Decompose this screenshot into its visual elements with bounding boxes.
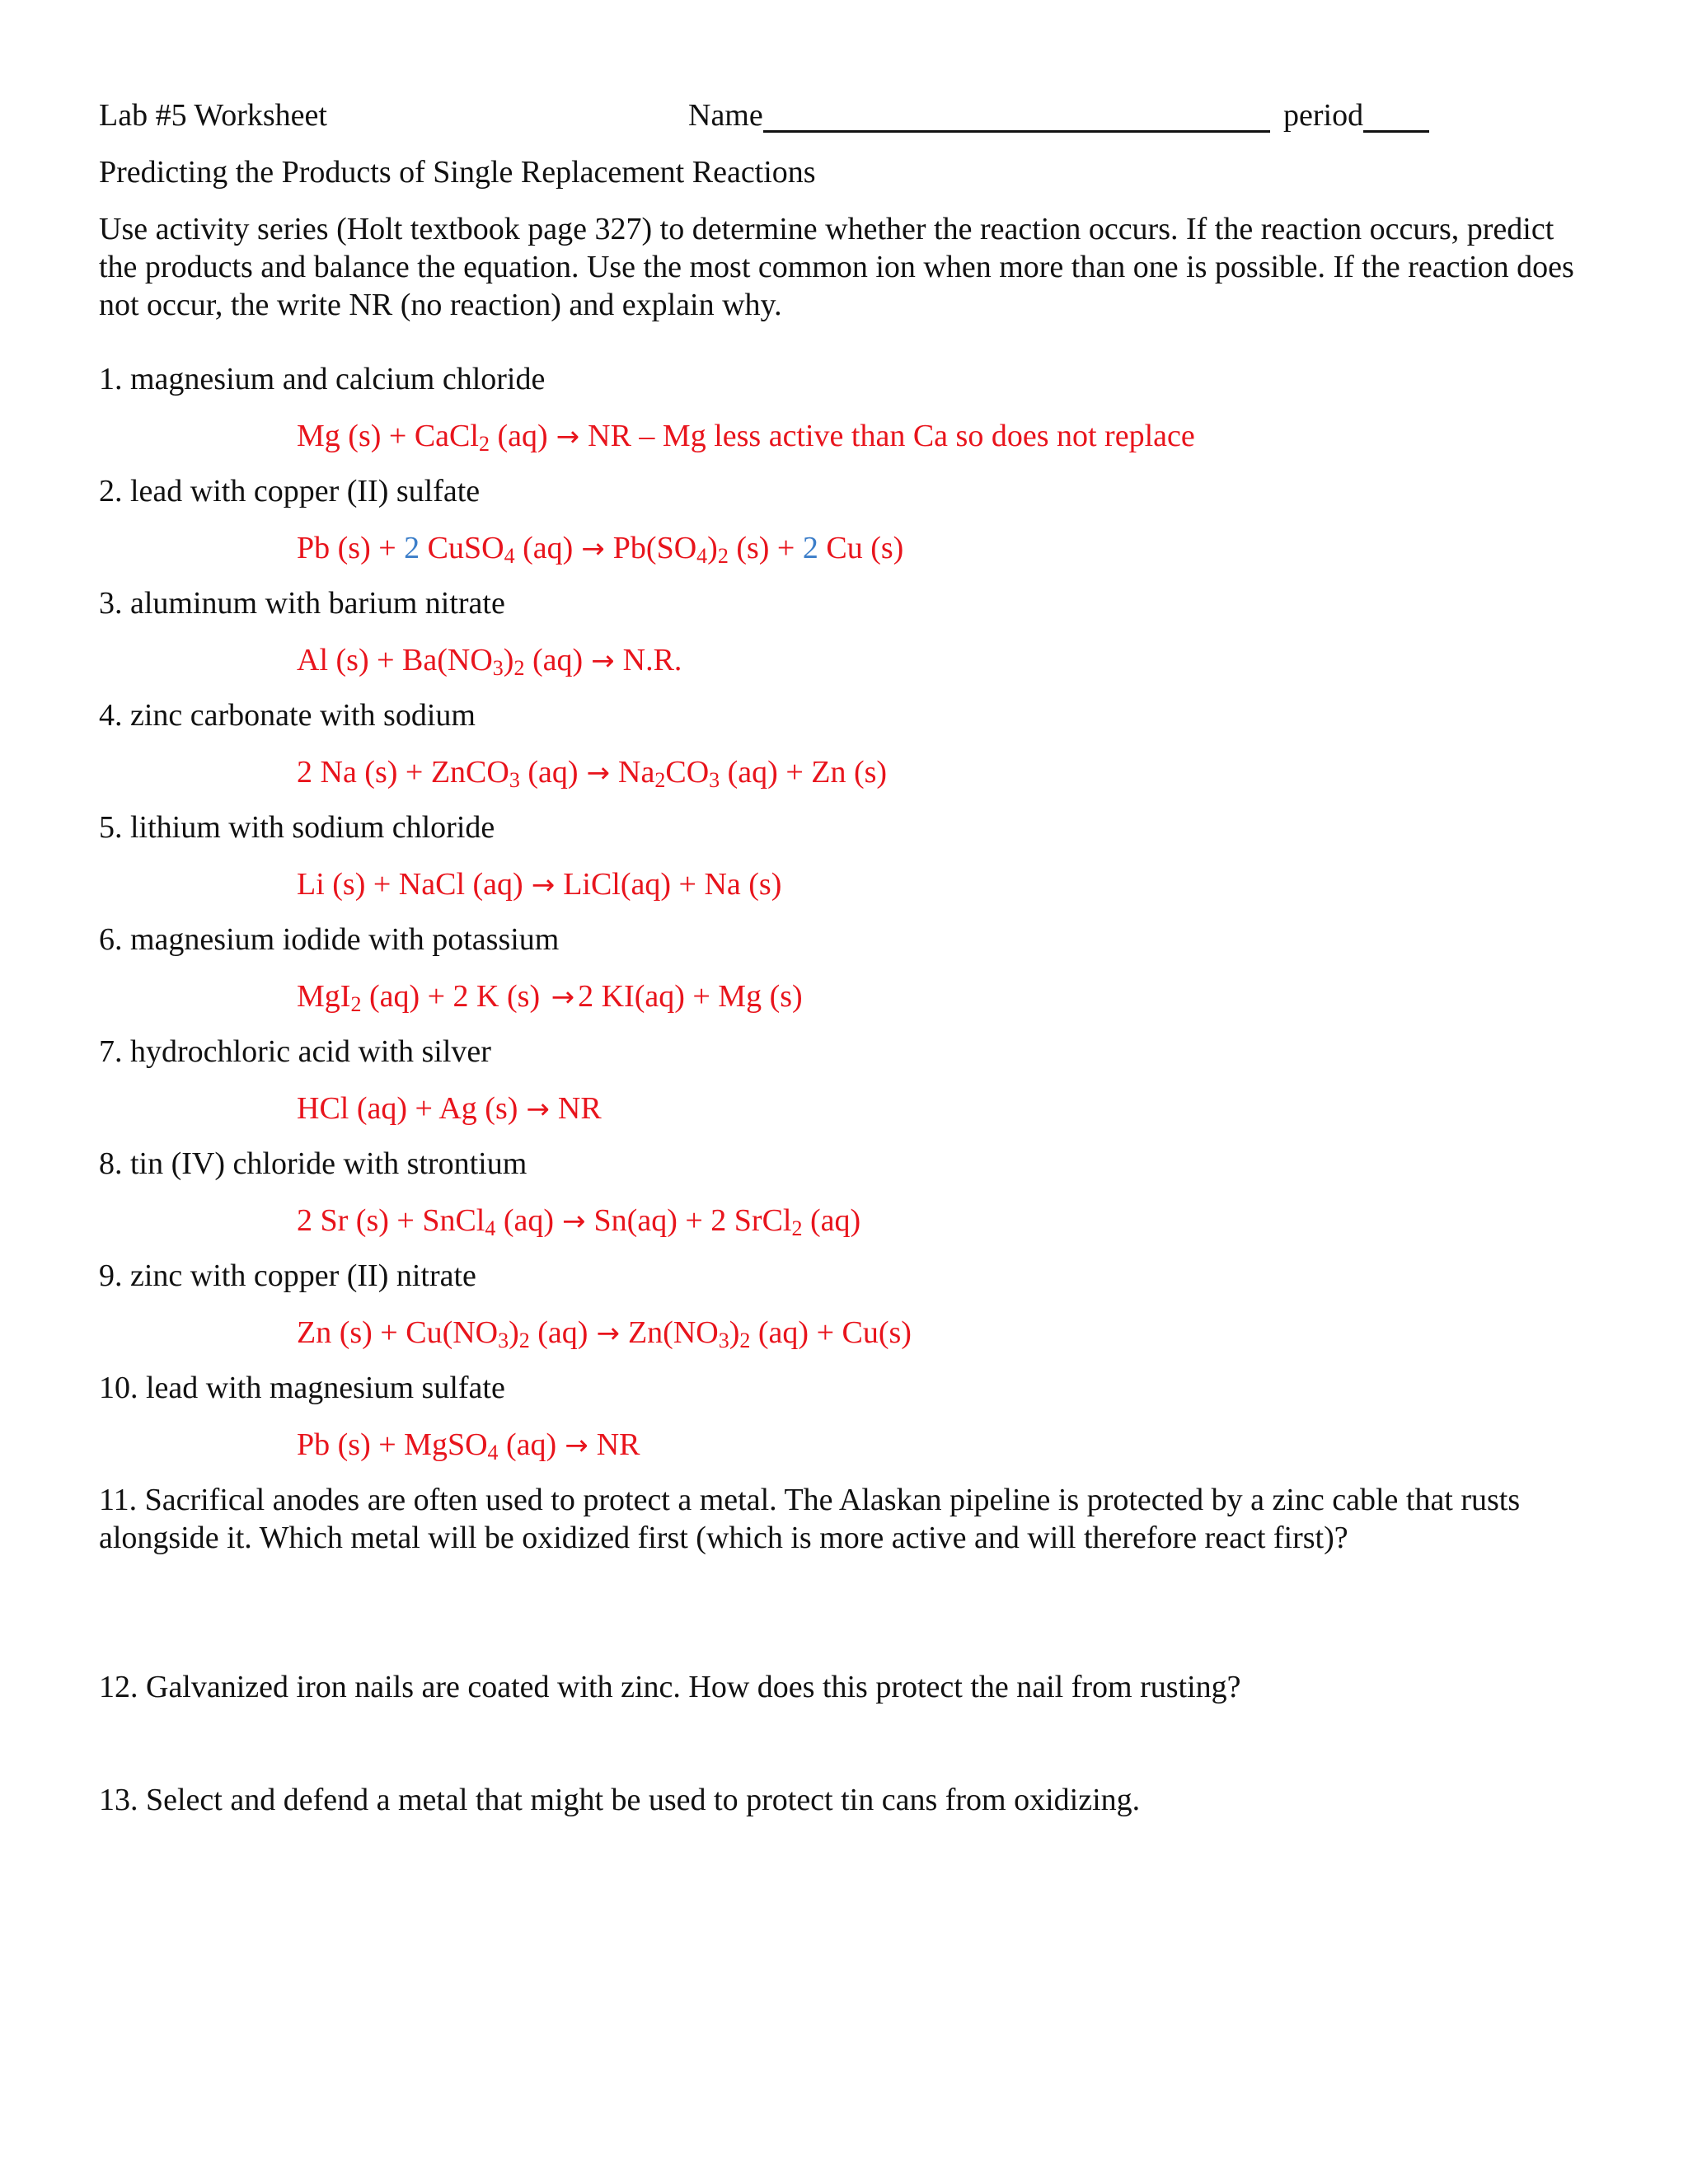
name-blank[interactable] bbox=[763, 97, 1270, 133]
arrow-icon: → bbox=[526, 1093, 550, 1126]
answer-8: 2 Sr (s) + SnCl$_4$ (aq) → Sn(aq) + 2 SrCl$_2$ (aq) bbox=[297, 1203, 861, 1240]
question-2: 2. lead with copper (II) sulfate bbox=[99, 474, 481, 509]
answer-5: Li (s) + NaCl (aq) → LiCl(aq) + Na (s) bbox=[297, 867, 782, 902]
answer-6: MgI$_2$ (aq) + 2 K (s) → 2 KI(aq) + Mg (s) bbox=[297, 979, 803, 1016]
answer-9: Zn $(s) + Cu(NO_3)_2$ $(aq) \to Zn(NO_3)_2$ (aq) + Cu(s) bbox=[297, 1315, 912, 1352]
arrow-icon: → bbox=[565, 1429, 588, 1462]
question-7: 7. hydrochloric acid with silver bbox=[99, 1034, 491, 1069]
arrow-icon: → bbox=[596, 1317, 620, 1350]
question-8: 8. tin (IV) chloride with strontium bbox=[99, 1146, 528, 1181]
question-6: 6. magnesium iodide with potassium bbox=[99, 922, 560, 957]
instructions: Use activity series (Holt textbook page 327) to determine whether the reaction occurs. If the reaction occurs, predict the products and balance the equation. Use the most common ion when more than one is possible. If the reaction does not occur, the write NR (no reaction) and explain why. bbox=[99, 212, 1574, 322]
arrow-icon: → bbox=[551, 981, 575, 1014]
question-13: 13. Select and defend a metal that might be used to protect tin cans from oxidizing. bbox=[99, 1783, 1141, 1817]
period-label: period bbox=[1283, 97, 1363, 134]
question-9: 9. zinc with copper (II) nitrate bbox=[99, 1258, 476, 1293]
question-3: 3. aluminum with barium nitrate bbox=[99, 586, 505, 621]
page-title: Predicting the Products of Single Replacement Reactions bbox=[99, 155, 816, 190]
question-5: 5. lithium with sodium chloride bbox=[99, 810, 495, 845]
answer-3: Al $(s) + Ba(NO_3)_2$ (aq) → N.R. bbox=[297, 643, 682, 680]
question-12: 12. Galvanized iron nails are coated with zinc. How does this protect the nail from rusting? bbox=[99, 1670, 1241, 1704]
answer-4: 2 Na (s) + ZnCO$_3$ $(aq) \to Na_2CO_3$ (aq) + Zn (s) bbox=[297, 755, 888, 792]
name-label: Name bbox=[688, 97, 763, 134]
question-11: 11. Sacrifical anodes are often used to protect a metal. The Alaskan pipeline is protected by a zinc cable that rusts alongside it. Which metal will be oxidized first (which is more active and will therefore react first)? bbox=[99, 1483, 1521, 1555]
question-1: 1. magnesium and calcium chloride bbox=[99, 362, 546, 396]
worksheet-title: Lab #5 Worksheet bbox=[99, 98, 327, 133]
answer-1: Mg (s) + CaCl$_2$ (aq) → NR – Mg less active than Ca so does not replace bbox=[297, 419, 1195, 456]
question-4: 4. zinc carbonate with sodium bbox=[99, 698, 476, 733]
answer-7: HCl (aq) + Ag (s) → NR bbox=[297, 1091, 602, 1126]
arrow-icon: → bbox=[591, 644, 615, 677]
arrow-icon: → bbox=[586, 757, 611, 790]
answer-10: Pb (s) + MgSO$_4$ (aq) → NR bbox=[297, 1427, 640, 1465]
arrow-icon: → bbox=[581, 532, 605, 565]
arrow-icon: → bbox=[562, 1205, 586, 1238]
header-row bbox=[99, 97, 1467, 138]
period-blank[interactable] bbox=[1363, 97, 1429, 133]
arrow-icon: → bbox=[531, 869, 556, 902]
answer-2: Pb (s) + 2 CuSO$_4$ $(aq) \to Pb(SO_4)_2$ (s) + 2 Cu (s) bbox=[297, 531, 904, 568]
question-10: 10. lead with magnesium sulfate bbox=[99, 1371, 505, 1405]
arrow-icon: → bbox=[556, 420, 580, 453]
